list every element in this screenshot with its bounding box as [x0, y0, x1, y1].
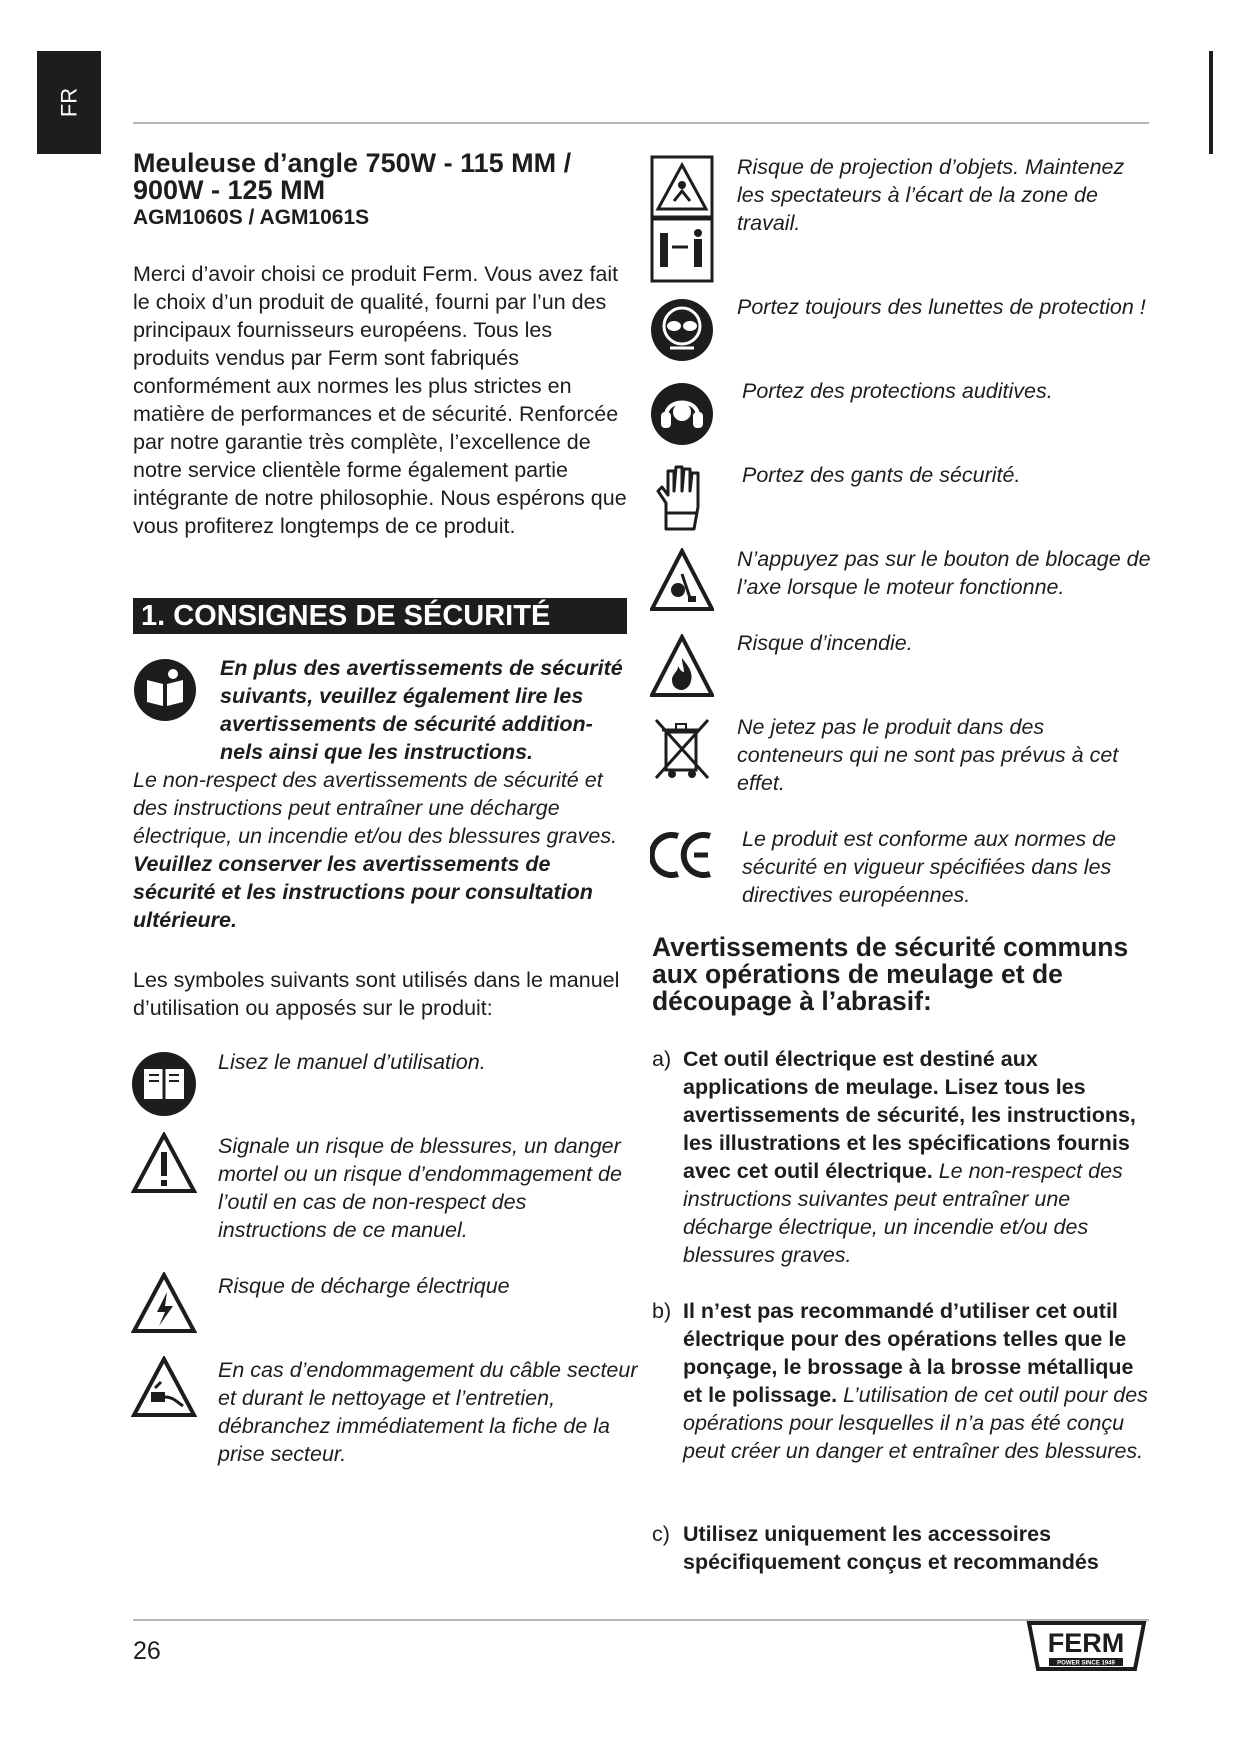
ce-icon	[650, 830, 714, 880]
warning-icon	[131, 1132, 197, 1194]
symbol-text-unplug: En cas d’endommagement du câble secteur et durant le nettoyage et l’entretien, débranchez immédiatement la fiche de la prise secteur.	[218, 1358, 638, 1466]
ferm-logo	[1025, 1621, 1148, 1673]
common-warnings-heading: Avertissements de sécurité communs aux opérations de meulage et de découpage à l’abrasif:	[652, 932, 1129, 1016]
symbol-text-warning: Signale un risque de blessures, un danger mortel ou un risque d’endommagement de l’outil en cas de non-respect des instructions de ce manuel.	[218, 1134, 622, 1242]
symbol-text-ear: Portez des protections auditives.	[742, 379, 1053, 403]
logo-tagline: POWER SINCE 1949	[1057, 1660, 1115, 1667]
symbol-text-weee: Ne jetez pas le produit dans des conteneurs qui ne sont pas prévus à cet effet.	[737, 715, 1119, 795]
item-bold: Cet outil électrique est destiné aux applications de meulage. Lisez tous les avertissements de sécurité, les instructions, les illustrations et les spécifications fournis avec cet outil électrique.	[683, 1047, 1136, 1183]
warning-item-c	[652, 1520, 1152, 1576]
item-letter: c)	[652, 1522, 670, 1546]
symbol-text-ce: Le produit est conforme aux normes de sécurité en vigueur spécifiées dans les directives européennes.	[742, 827, 1117, 907]
left-column	[133, 150, 633, 1022]
page-number: 26	[133, 1637, 161, 1665]
item-letter: b)	[652, 1299, 672, 1323]
item-italic: Le non-respect des instructions suivantes peut entraîner une décharge électrique, un incendie et/ou des blessures graves.	[683, 1159, 1123, 1267]
symbol-text-spindle: N’appuyez pas sur le bouton de blocage de l’axe lorsque le moteur fonctionne.	[737, 547, 1151, 599]
symbol-text-fire: Risque d’incendie.	[737, 631, 913, 655]
item-italic: L’utilisation de cet outil pour des opérations pour lesquelles il n’a pas été conçu peut créer un danger et entraîner des blessures.	[683, 1383, 1148, 1463]
warning-italic: Le non-respect des avertissements de sécurité et des instructions peut entraîner une décharge électrique, un incendie et/ou des blessures graves.	[133, 768, 618, 848]
symbol-text-projection: Risque de projection d’objets. Maintenez les spectateurs à l’écart de la zone de travail.	[737, 155, 1125, 235]
symbol-text-goggles: Portez toujours des lunettes de protection !	[737, 295, 1146, 319]
product-title	[133, 150, 633, 204]
title-line-1: Meuleuse d’angle 750W - 115 MM /	[133, 148, 572, 178]
weee-icon	[652, 716, 712, 782]
language-label: FR	[56, 87, 81, 118]
safety-warning-paragraph	[133, 654, 633, 934]
title-line-2: 900W - 125 MM	[133, 175, 326, 205]
electric-shock-icon	[131, 1272, 197, 1334]
logo-brand: FERM	[1047, 1628, 1125, 1658]
edge-marker	[1209, 51, 1213, 154]
warning-item-b	[652, 1297, 1152, 1465]
intro-paragraph: Merci d’avoir choisi ce produit Ferm. Vous avez fait le choix d’un produit de qualité, fourni par l’un des principaux fournisseurs européens. Tous les produits vendus par Ferm sont fabriqués conformément aux normes les plus strictes en matière de performances et de sécurité. Renforcée par notre garantie très complète, l’excellence de notre service clientèle forme également partie intégrante de notre philosophie. Nous espérons que vous profiterez longtemps de ce produit.	[133, 262, 627, 538]
warning-item-a	[652, 1045, 1152, 1269]
language-tab	[37, 51, 101, 154]
manual-icon	[131, 1051, 197, 1117]
symbol-text-manual: Lisez le manuel d’utilisation.	[218, 1050, 486, 1074]
gloves-icon	[654, 463, 708, 531]
item-bold: Il n’est pas recommandé d’utiliser cet outil électrique pour des opérations telles que le ponçage, le brossage à la brosse métallique et le polissage.	[683, 1299, 1134, 1407]
symbol-text-gloves: Portez des gants de sécurité.	[742, 463, 1021, 487]
projection-icon	[650, 155, 714, 283]
model-numbers: AGM1060S / AGM1061S	[133, 206, 370, 229]
symbols-intro: Les symboles suivants sont utilisés dans le manuel d’utilisation ou apposés sur le produit:	[133, 968, 620, 1020]
warning-bold-keep: Veuillez conserver les avertissements de sécurité et les instructions pour consultation ultérieure.	[133, 852, 593, 932]
symbol-text-electric: Risque de décharge électrique	[218, 1274, 510, 1298]
spindle-lock-icon	[650, 548, 714, 612]
unplug-icon	[131, 1356, 197, 1418]
section-heading: 1. CONSIGNES DE SÉCURITÉ	[133, 598, 627, 634]
item-bold: Utilisez uniquement les accessoires spécifiquement conçus et recommandés	[683, 1522, 1099, 1574]
item-letter: a)	[652, 1047, 672, 1071]
ear-protection-icon	[650, 382, 714, 446]
fire-icon	[650, 634, 714, 698]
warning-bold-intro: En plus des avertissements de sécurité suivants, veuillez également lire les avertissements de sécurité addition-nels ainsi que les instructions.	[220, 656, 623, 764]
top-rule	[133, 122, 1149, 124]
goggles-icon	[650, 298, 714, 362]
read-manual-icon	[133, 658, 197, 722]
bottom-rule	[133, 1619, 1149, 1621]
